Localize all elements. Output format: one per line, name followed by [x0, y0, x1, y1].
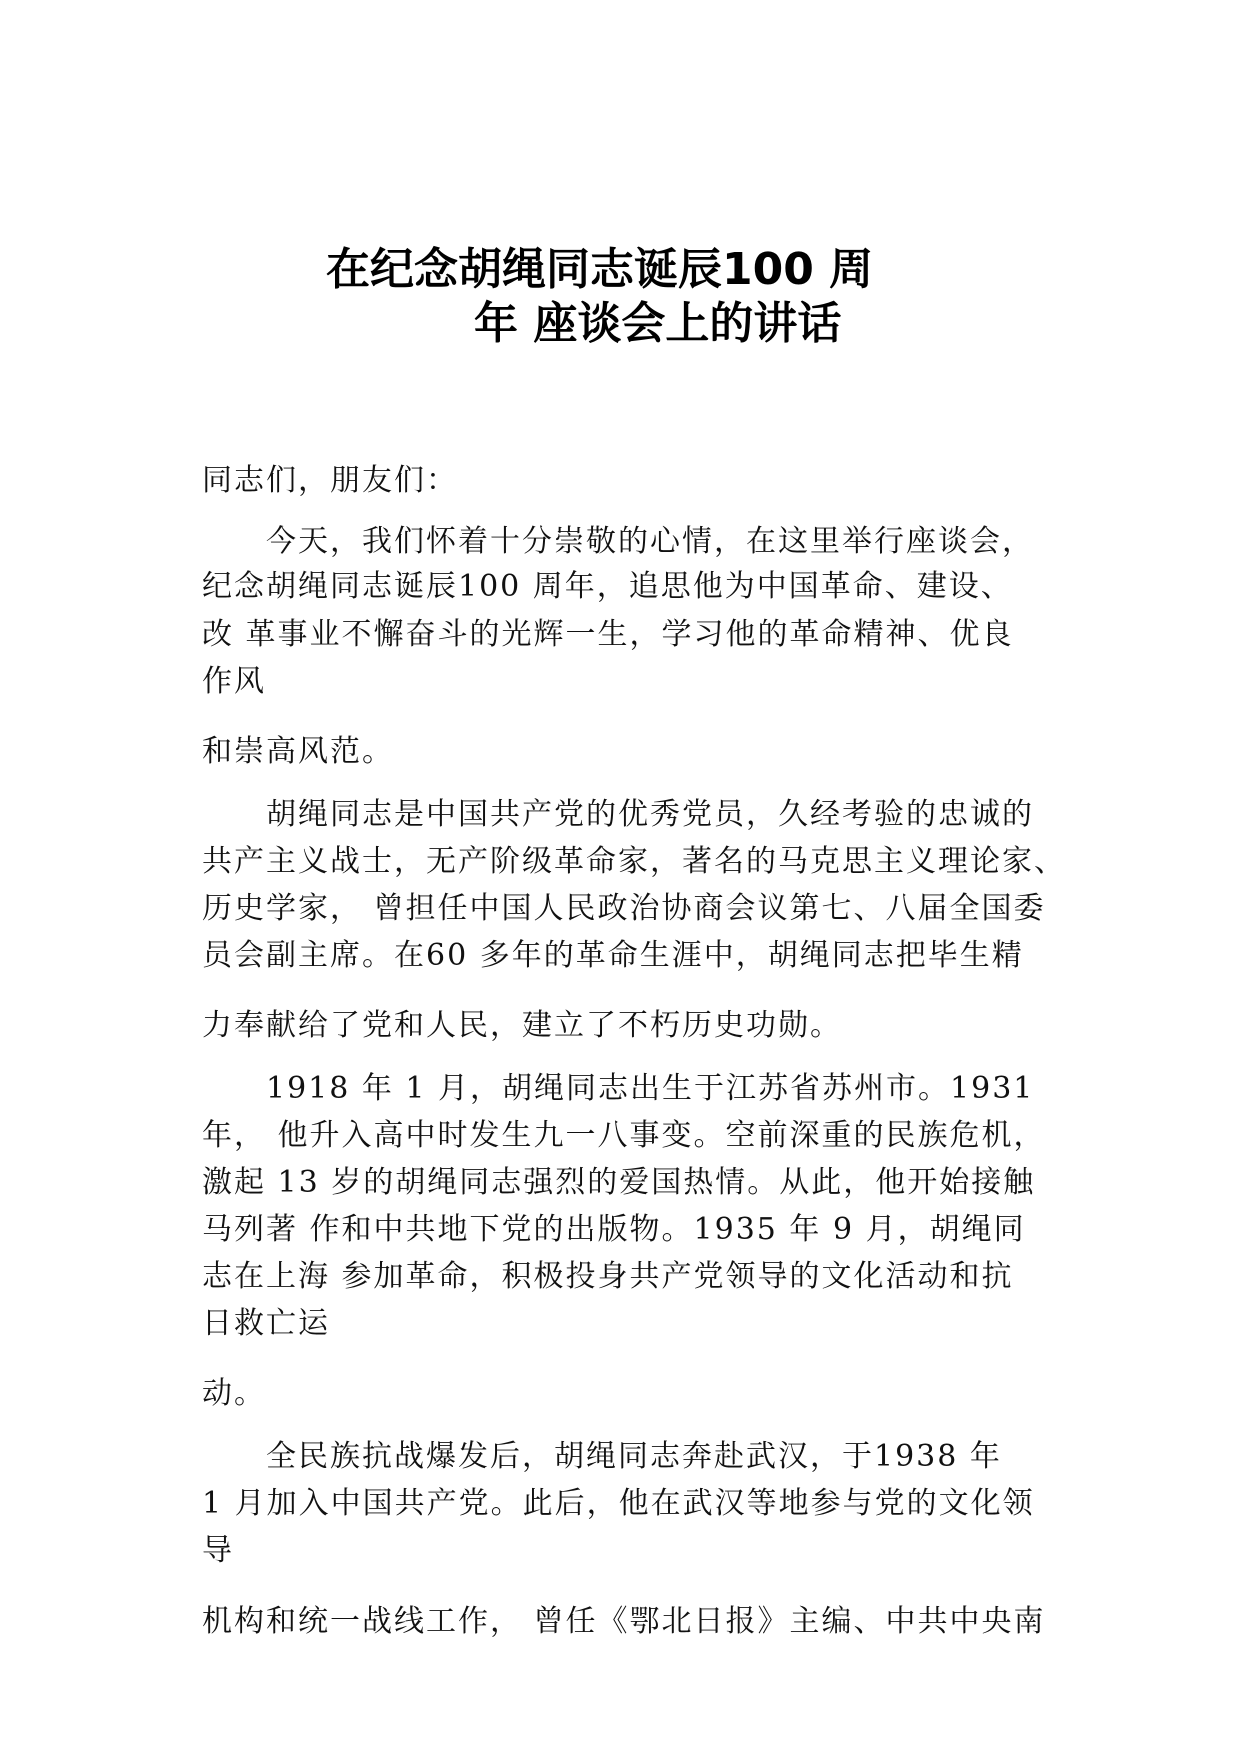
paragraph-line: 志在上海 参加革命，积极投身共产党领导的文化活动和抗	[202, 1259, 1014, 1294]
paragraph-line: 历史学家， 曾担任中国人民政治协商会议第七、八届全国委	[202, 891, 1046, 926]
paragraph-line: 改 革事业不懈奋斗的光辉一生，学习他的革命精神、优良	[202, 617, 1014, 652]
document-title-line-2: 年 座谈会上的讲话	[474, 298, 842, 349]
paragraph-line: 共产主义战士，无产阶级革命家，著名的马克思主义理论家、	[202, 844, 1066, 879]
paragraph-line: 1918 年 1 月，胡绳同志出生于江苏省苏州市。1931	[266, 1071, 1035, 1106]
paragraph-line: 全民族抗战爆发后，胡绳同志奔赴武汉，于1938 年	[266, 1439, 1002, 1474]
paragraph-line: 力奉献给了党和人民，建立了不朽历史功勋。	[202, 1008, 842, 1043]
paragraph-line: 今天，我们怀着十分崇敬的心情，在这里举行座谈会，	[266, 524, 1034, 559]
paragraph-line: 1 月加入中国共产党。此后，他在武汉等地参与党的文化领	[202, 1486, 1035, 1521]
paragraph-line: 马列著 作和中共地下党的出版物。1935 年 9 月，胡绳同	[202, 1212, 1026, 1247]
paragraph-line: 纪念胡绳同志诞辰100 周年，追思他为中国革命、建设、	[202, 569, 1013, 604]
salutation: 同志们，朋友们：	[202, 463, 458, 498]
paragraph-line: 胡绳同志是中国共产党的优秀党员，久经考验的忠诚的	[266, 797, 1034, 832]
paragraph-line: 激起 13 岁的胡绳同志强烈的爱国热情。从此，他开始接触	[202, 1165, 1036, 1200]
paragraph-line: 机构和统一战线工作， 曾任《鄂北日报》主编、中共中央南	[202, 1604, 1046, 1639]
paragraph-line: 年， 他升入高中时发生九一八事变。空前深重的民族危机，	[202, 1118, 1046, 1153]
paragraph-line: 和崇高风范。	[202, 734, 394, 769]
paragraph-line: 导	[202, 1533, 234, 1568]
paragraph-line: 日救亡运	[202, 1306, 330, 1341]
document-title-line-1: 在纪念胡绳同志诞辰100 周	[326, 244, 874, 295]
paragraph-line: 员会副主席。在60 多年的革命生涯中，胡绳同志把毕生精	[202, 938, 1024, 973]
paragraph-line: 作风	[202, 664, 266, 699]
paragraph-line: 动。	[202, 1376, 266, 1411]
